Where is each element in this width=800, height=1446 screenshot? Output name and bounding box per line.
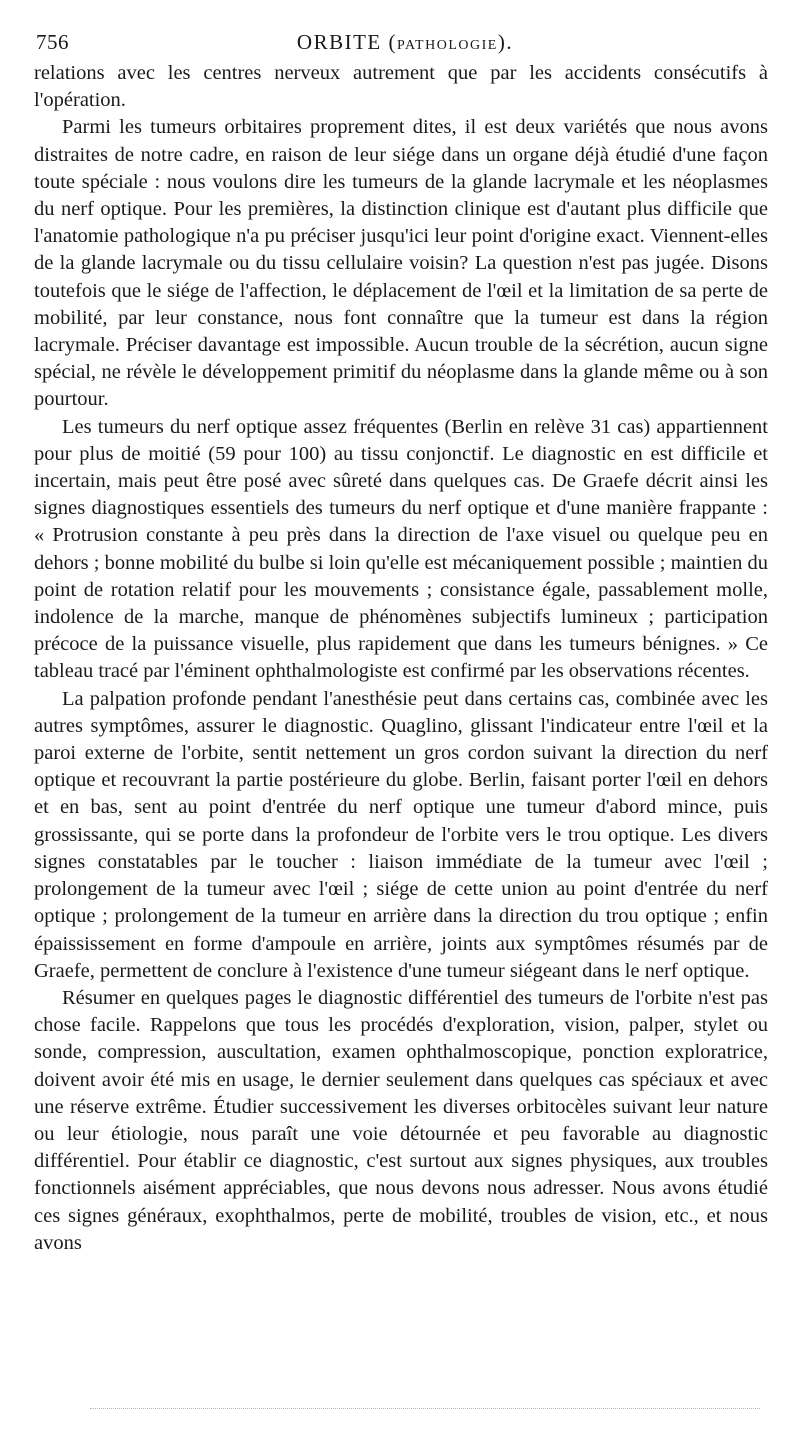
paragraph-palpation: La palpation profonde pendant l'anesthésie peut dans certains cas, combinée avec les autres symptômes, assurer le diagnostic. Quaglino, glissant l'indicateur entre l'œil et la paroi externe de l'orbite, sentit nettement un gros cordon suivant la direction du nerf optique et recouvrant la partie postérieure du globe. Berlin, faisant porter l'œil en dehors et en bas, sent au point d'entrée du nerf optique une tumeur d'abord mince, puis grossissante, qui se porte dans la profondeur de l'orbite vers le trou optique. Les divers signes constatables par le toucher : liaison immédiate de la tumeur avec l'œil ; prolongement de la tumeur avec l'œil ; siége de cette union au point d'entrée du nerf optique ; prolongement de la tumeur en arrière dans la direction du trou optique ; enfin épaississement en forme d'ampoule en arrière, joints aux symptômes résumés par de Graefe, permettent de conclure à l'existence d'une tumeur siégeant dans le nerf optique.	[34, 687, 768, 982]
paragraph-optic-nerve-tumors: Les tumeurs du nerf optique assez fréquentes (Berlin en relève 31 cas) appartiennent pour plus de moitié (59 pour 100) au tissu conjonctif. Le diagnostic en est difficile et incertain, mais peut être posé avec sûreté dans quelques cas. De Graefe décrit ainsi les signes diagnostiques essentiels des tumeurs du nerf optique et d'une manière frappante : « Protrusion constante à peu près dans la direction de l'axe visuel ou quelque peu en dehors ; bonne mobilité du bulbe si loin qu'elle est mécaniquement possible ; maintien du point de rotation relatif pour les mouvements ; consistance égale, passablement molle, indolence de la marche, manque de phénomènes subjectifs lumineux ; participation précoce de la puissance visuelle, plus rapidement que dans les tumeurs bénignes. » Ce tableau tracé par l'éminent ophthalmologiste est confirmé par les observations récentes.	[34, 415, 768, 683]
page-number: 756	[36, 30, 69, 54]
body-text	[34, 60, 768, 1257]
running-head-subtitle: PATHOLOGIE	[397, 38, 498, 53]
running-head-close: ).	[497, 30, 514, 54]
paragraph-continuation: relations avec les centres nerveux autrement que par les accidents consécutifs à l'opération.	[34, 62, 768, 112]
paragraph-lacrymal-tumors: Parmi les tumeurs orbitaires proprement dites, il est deux variétés que nous avons distraites de notre cadre, en raison de leur siége dans un organe déjà étudié d'une façon toute spéciale : nous voulons dire les tumeurs de la glande lacrymale et les néoplasmes du nerf optique. Pour les premières, la distinction clinique est d'autant plus difficile que l'anatomie pathologique n'a pu préciser jusqu'ici leur point d'origine exact. Viennent-elles de la glande lacrymale ou du tissu cellulaire voisin? La question n'est pas jugée. Disons toutefois que le siége de l'affection, le déplacement de l'œil et la limitation de sa perte de mobilité, par leur constance, nous font connaître que la tumeur est dans la région lacrymale. Préciser davantage est impossible. Aucun trouble de la sécrétion, aucun signe spécial, ne révèle le développement primitif du néoplasme dans la glande même ou à son pourtour.	[34, 116, 768, 411]
running-head-title: ORBITE (	[296, 30, 397, 54]
paragraph-differential-diagnosis: Résumer en quelques pages le diagnostic différentiel des tumeurs de l'orbite n'est pas chose facile. Rappelons que tous les procédés d'exploration, vision, palper, stylet ou sonde, compression, auscultation, examen ophthalmoscopique, ponction exploratrice, doivent avoir été mis en usage, le dernier seulement dans quelques cas spéciaux et avec une réserve extrême. Étudier successivement les diverses orbitocèles suivant leur nature ou leur étiologie, nous paraît une voie détournée et peu favorable au diagnostic différentiel. Pour établir ce diagnostic, c'est surtout aux signes physiques, aux troubles fonctionnels aisément appréciables, que nous devons nous adresser. Nous avons étudié ces signes généraux, exophthalmos, perte de mobilité, troubles de vision, etc., et nous avons	[34, 986, 768, 1254]
running-head	[36, 30, 764, 55]
footer-divider	[90, 1408, 760, 1409]
page-header	[36, 30, 764, 64]
